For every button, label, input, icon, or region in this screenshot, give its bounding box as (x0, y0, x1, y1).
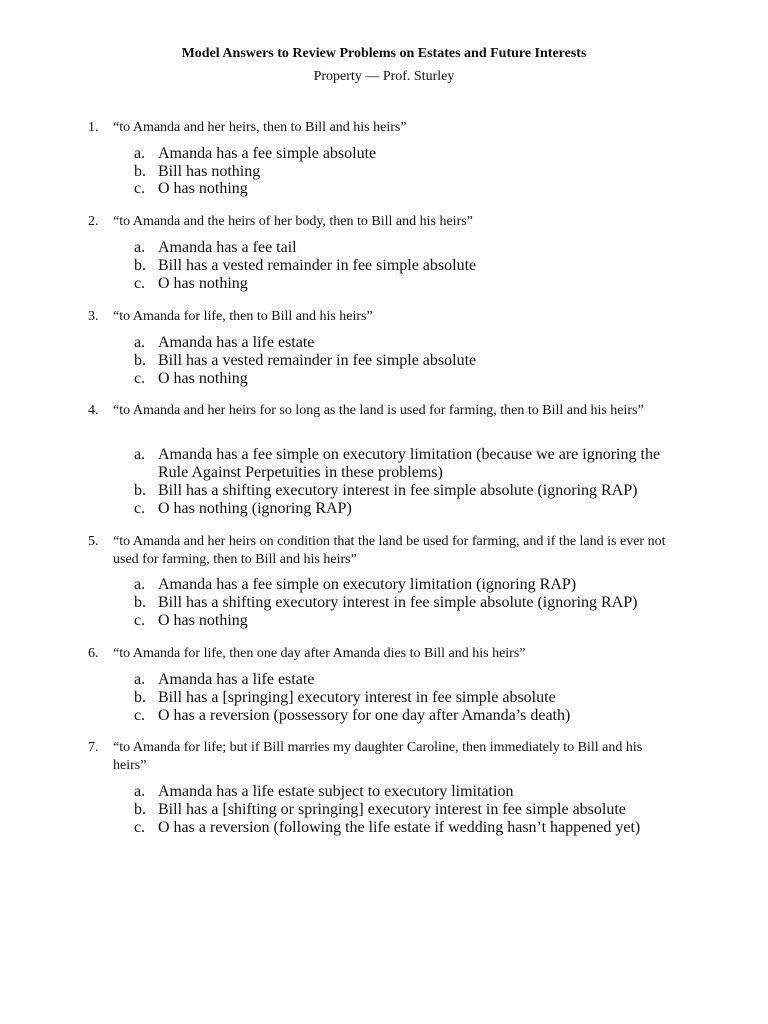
answer-text: O has nothing (158, 180, 248, 197)
answer-letter: a. (134, 783, 146, 800)
question-number: 2. (88, 214, 99, 229)
question-text: “to Amanda for life, then to Bill and his heirs” (113, 309, 373, 324)
answer-letter: c. (134, 500, 146, 517)
answer-letter: a. (134, 446, 146, 463)
answer-letter: c. (134, 707, 146, 724)
answer-letter: c. (134, 275, 146, 292)
answer-letter: b. (134, 482, 146, 499)
question-number: 6. (88, 646, 99, 661)
answer-letter: b. (134, 163, 146, 180)
question-text: “to Amanda and her heirs, then to Bill and his heirs” (113, 120, 407, 135)
answer-text: O has nothing (158, 275, 248, 292)
question-text: “to Amanda and her heirs on condition that the land be used for farming, and if the land is ever not used for farming, then to Bill and his heirs” (113, 534, 666, 567)
answer-text: Amanda has a life estate (158, 334, 315, 351)
answer-letter: a. (134, 671, 146, 688)
question-text: “to Amanda and the heirs of her body, then to Bill and his heirs” (113, 214, 473, 229)
answer-text: Amanda has a fee simple on executory limitation (ignoring RAP) (158, 576, 577, 593)
answer-letter: c. (134, 612, 146, 629)
answer-text: Bill has a [springing] executory interest in fee simple absolute (158, 689, 556, 706)
question-text: “to Amanda for life; but if Bill marries my daughter Caroline, then immediately to Bill and his heirs” (113, 740, 643, 773)
answer-text: Bill has a vested remainder in fee simple absolute (158, 352, 477, 369)
question-number: 5. (88, 534, 99, 549)
answer-text: Amanda has a life estate subject to executory limitation (158, 783, 514, 800)
answer-letter: b. (134, 257, 146, 274)
question-number: 1. (88, 120, 99, 135)
answer-letter: b. (134, 352, 146, 369)
answer-letter: b. (134, 801, 146, 818)
question-text: “to Amanda for life, then one day after Amanda dies to Bill and his heirs” (113, 646, 526, 661)
answer-text: Bill has a shifting executory interest in fee simple absolute (ignoring RAP) (158, 594, 638, 611)
answer-letter: a. (134, 145, 146, 162)
answer-text: Amanda has a life estate (158, 671, 315, 688)
answer-text: Amanda has a fee simple absolute (158, 145, 377, 162)
answer-text: O has nothing (158, 612, 248, 629)
answer-text: Amanda has a fee tail (158, 239, 297, 256)
answer-text: O has nothing (ignoring RAP) (158, 500, 352, 517)
question-number: 4. (88, 403, 99, 418)
question-number: 3. (88, 309, 99, 324)
question-number: 7. (88, 740, 99, 755)
answer-letter: a. (134, 576, 146, 593)
document-subtitle: Property — Prof. Sturley (313, 69, 455, 84)
answer-text: O has nothing (158, 370, 248, 387)
answer-letter: a. (134, 239, 146, 256)
answer-letter: a. (134, 334, 146, 351)
answer-text: O has a reversion (following the life estate if wedding hasn’t happened yet) (158, 819, 641, 836)
document-title: Model Answers to Review Problems on Estates and Future Interests (181, 46, 587, 61)
answer-text: Bill has a shifting executory interest in fee simple absolute (ignoring RAP) (158, 482, 638, 499)
answer-letter: c. (134, 180, 146, 197)
answer-text: O has a reversion (possessory for one day after Amanda’s death) (158, 707, 571, 724)
question-text: “to Amanda and her heirs for so long as the land is used for farming, then to Bill and his heirs” (113, 403, 644, 418)
answer-letter: c. (134, 370, 146, 387)
answer-text: Amanda has a fee simple on executory limitation (because we are ignoring the Rule Against Perpetuities in these problems) (158, 446, 661, 481)
answer-text: Bill has a vested remainder in fee simple absolute (158, 257, 477, 274)
answer-letter: b. (134, 594, 146, 611)
answer-letter: b. (134, 689, 146, 706)
answer-text: Bill has a [shifting or springing] executory interest in fee simple absolute (158, 801, 626, 818)
answer-text: Bill has nothing (158, 163, 261, 180)
answer-letter: c. (134, 819, 146, 836)
